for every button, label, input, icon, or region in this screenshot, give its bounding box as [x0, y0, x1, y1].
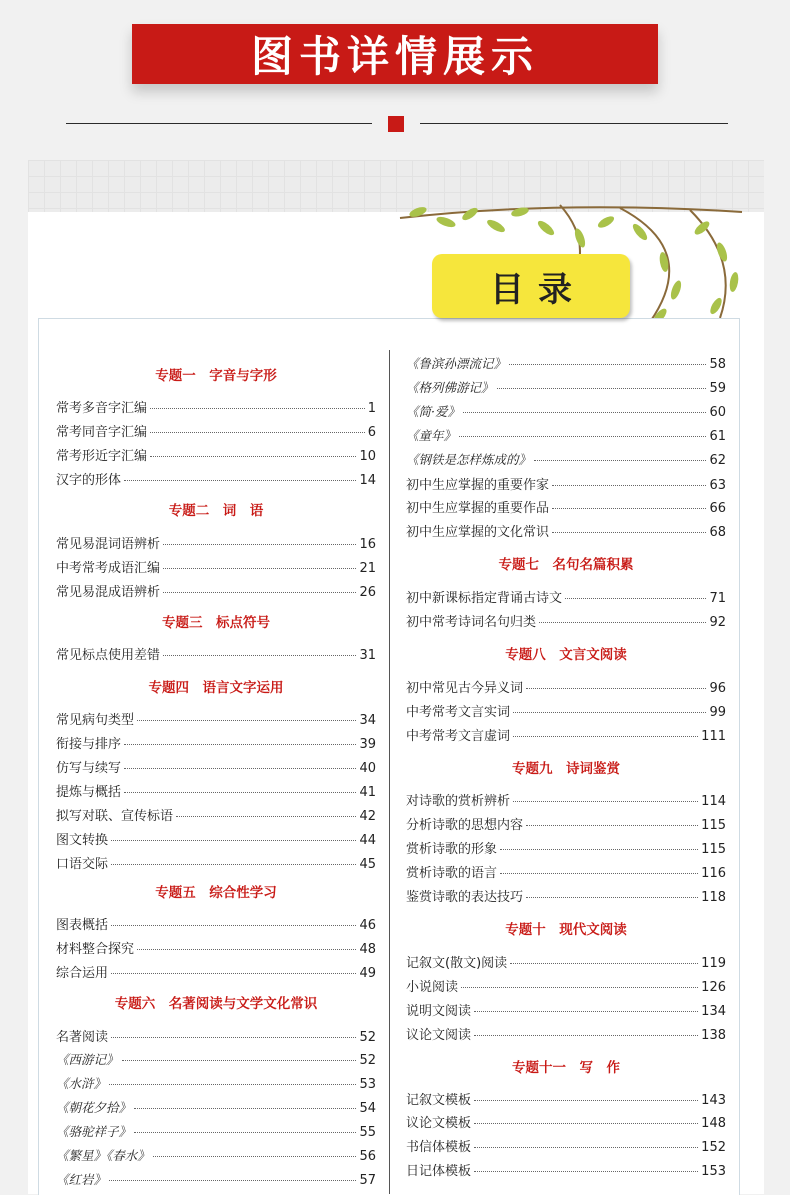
toc-entry-title: 中考常考文言虚词	[406, 729, 511, 744]
toc-entry-title: 拟写对联、宣传标语	[56, 809, 174, 824]
toc-entry	[406, 402, 726, 420]
toc-entry	[406, 814, 726, 833]
toc-entry	[56, 938, 376, 957]
dot-leader	[565, 598, 706, 599]
dot-leader	[109, 1084, 356, 1085]
toc-entry	[56, 781, 376, 800]
toc-entry-title: 《简·爱》	[406, 404, 460, 419]
section-heading: 专题六 名著阅读与文学文化常识	[114, 996, 318, 1012]
toc-entry	[56, 557, 376, 576]
toc-entry	[56, 914, 376, 933]
toc-entry	[56, 829, 376, 848]
toc-entry-title: 《朝花夕拾》	[56, 1100, 132, 1115]
toc-entry-page: 54	[359, 1101, 376, 1116]
section-heading: 专题九 诗词鉴赏	[512, 761, 620, 777]
dot-leader	[463, 412, 706, 413]
toc-entry-title: 《童年》	[406, 428, 457, 443]
toc-entry	[406, 790, 726, 809]
toc-entry	[406, 611, 726, 630]
toc-entry	[56, 1146, 376, 1164]
toc-entry-page: 114	[701, 794, 726, 809]
toc-entry	[406, 1112, 726, 1131]
dot-leader	[150, 456, 356, 457]
dot-leader	[163, 655, 356, 656]
toc-entry-page: 59	[709, 381, 726, 396]
toc-entry-title: 鉴赏诗歌的表达技巧	[406, 890, 524, 905]
toc-entry-page: 53	[359, 1077, 376, 1092]
dot-leader	[474, 1100, 698, 1101]
toc-entry-page: 52	[359, 1053, 376, 1068]
toc-entry-title: 《红岩》	[56, 1172, 107, 1187]
toc-entry	[406, 701, 726, 720]
toc-entry-page: 55	[359, 1125, 376, 1140]
dot-leader	[526, 825, 698, 826]
toc-entry-page: 99	[709, 705, 726, 720]
dot-leader	[150, 408, 365, 409]
dot-leader	[134, 1132, 356, 1133]
dot-leader	[109, 1180, 356, 1181]
toc-entry-page: 118	[701, 890, 726, 905]
toc-entry-title: 日记体模板	[406, 1164, 472, 1179]
dot-leader	[459, 436, 706, 437]
toc-entry	[56, 1122, 376, 1140]
toc-entry-page: 119	[701, 956, 726, 971]
toc-entry	[406, 426, 726, 444]
dot-leader	[163, 592, 356, 593]
toc-entry	[406, 976, 726, 995]
toc-entry-title: 《钢铁是怎样炼成的》	[406, 452, 532, 467]
dot-leader	[124, 768, 356, 769]
toc-entry	[56, 397, 376, 416]
dot-leader	[163, 544, 356, 545]
toc-entry-title: 小说阅读	[406, 980, 459, 995]
willow-vine-decoration	[0, 0, 790, 340]
dot-leader	[526, 897, 698, 898]
toc-entry	[406, 474, 726, 493]
toc-entry-title: 名著阅读	[56, 1030, 109, 1045]
toc-entry-title: 赏析诗歌的形象	[406, 842, 498, 857]
toc-entry-page: 63	[709, 478, 726, 493]
toc-entry-page: 126	[701, 980, 726, 995]
toc-entry	[406, 521, 726, 540]
section-heading: 专题八 文言文阅读	[505, 647, 627, 663]
dot-leader	[122, 1060, 357, 1061]
toc-entry-page: 116	[701, 866, 726, 881]
toc-left-column	[56, 340, 376, 1188]
toc-entry-page: 52	[359, 1030, 376, 1045]
toc-entry-page: 111	[701, 729, 726, 744]
toc-entry-page: 152	[701, 1140, 726, 1155]
toc-entry	[406, 886, 726, 905]
toc-entry	[56, 421, 376, 440]
dot-leader	[552, 532, 706, 533]
toc-entry-page: 48	[359, 942, 376, 957]
section-heading: 专题十一 写 作	[512, 1060, 620, 1076]
toc-entry	[406, 378, 726, 396]
toc-entry-title: 常见标点使用差错	[56, 648, 161, 663]
toc-entry-title: 议论文模板	[406, 1116, 472, 1131]
toc-entry-page: 58	[709, 357, 726, 372]
dot-leader	[111, 1037, 356, 1038]
toc-entry	[56, 1050, 376, 1068]
dot-leader	[153, 1156, 357, 1157]
toc-entry-page: 10	[359, 449, 376, 464]
toc-entry-title: 书信体模板	[406, 1140, 472, 1155]
toc-entry-title: 《水浒》	[56, 1076, 107, 1091]
toc-entry-page: 34	[359, 713, 376, 728]
toc-entry-page: 143	[701, 1093, 726, 1108]
dot-leader	[137, 949, 356, 950]
toc-entry-title: 议论文阅读	[406, 1028, 472, 1043]
toc-entry-title: 图表概括	[56, 918, 109, 933]
dot-leader	[176, 816, 356, 817]
toc-entry-title: 中考常考成语汇编	[56, 561, 161, 576]
section-heading: 专题一 字音与字形	[155, 368, 277, 384]
dot-leader	[474, 1147, 698, 1148]
dot-leader	[474, 1171, 698, 1172]
column-divider	[389, 350, 390, 1194]
toc-entry-page: 21	[359, 561, 376, 576]
toc-entry-page: 115	[701, 842, 726, 857]
dot-leader	[552, 485, 706, 486]
dot-leader	[111, 925, 356, 926]
toc-entry-page: 42	[359, 809, 376, 824]
toc-entry-page: 1	[367, 401, 376, 416]
toc-entry-page: 153	[701, 1164, 726, 1179]
toc-entry-page: 92	[709, 615, 726, 630]
toc-entry-page: 41	[359, 785, 376, 800]
toc-entry-title: 常见易混词语辨析	[56, 537, 161, 552]
toc-entry	[406, 725, 726, 744]
dot-leader	[150, 432, 365, 433]
toc-entry-title: 对诗歌的赏析辨析	[406, 794, 511, 809]
dot-leader	[124, 792, 356, 793]
dot-leader	[539, 622, 706, 623]
toc-entry	[406, 1160, 726, 1179]
toc-entry	[56, 533, 376, 552]
toc-entry	[406, 1089, 726, 1108]
dot-leader	[513, 736, 698, 737]
toc-entry-title: 记叙文(散文)阅读	[406, 956, 508, 971]
toc-entry-title: 初中生应掌握的文化常识	[406, 525, 550, 540]
dot-leader	[500, 849, 698, 850]
dot-leader	[163, 568, 356, 569]
toc-entry	[56, 1026, 376, 1045]
toc-entry	[406, 354, 726, 372]
toc-entry-page: 138	[701, 1028, 726, 1043]
toc-entry-title: 常考多音字汇编	[56, 401, 148, 416]
toc-entry-title: 常见病句类型	[56, 713, 135, 728]
toc-entry-page: 71	[709, 591, 726, 606]
toc-entry-title: 记叙文模板	[406, 1093, 472, 1108]
dot-leader	[111, 864, 356, 865]
dot-leader	[474, 1035, 698, 1036]
toc-entry-page: 66	[709, 501, 726, 516]
toc-entry-page: 62	[709, 453, 726, 468]
toc-entry-page: 148	[701, 1116, 726, 1131]
toc-entry	[406, 587, 726, 606]
toc-entry-title: 初中新课标指定背诵古诗文	[406, 591, 563, 606]
dot-leader	[552, 508, 706, 509]
toc-entry-title: 分析诗歌的思想内容	[406, 818, 524, 833]
toc-entry	[56, 581, 376, 600]
toc-entry	[56, 445, 376, 464]
toc-entry	[406, 497, 726, 516]
toc-entry-title: 初中常考诗词名句归类	[406, 615, 537, 630]
toc-entry	[406, 952, 726, 971]
toc-entry	[406, 450, 726, 468]
toc-entry-title: 《繁星》《春水》	[56, 1148, 150, 1163]
dot-leader	[474, 1011, 698, 1012]
toc-title-box	[432, 254, 630, 318]
toc-entry-page: 45	[359, 857, 376, 872]
toc-entry-page: 16	[359, 537, 376, 552]
toc-entry-title: 赏析诗歌的语言	[406, 866, 498, 881]
toc-entry-title: 口语交际	[56, 857, 109, 872]
toc-entry	[406, 862, 726, 881]
dot-leader	[510, 963, 698, 964]
toc-entry	[56, 709, 376, 728]
toc-entry-page: 44	[359, 833, 376, 848]
toc-entry-title: 图文转换	[56, 833, 109, 848]
toc-entry	[56, 757, 376, 776]
dot-leader	[500, 873, 698, 874]
dot-leader	[137, 720, 356, 721]
section-heading: 专题十 现代文阅读	[505, 922, 627, 938]
banner-title: 图书详情展示	[250, 32, 539, 81]
toc-entry-title: 初中常见古今异义词	[406, 681, 524, 696]
toc-entry-page: 40	[359, 761, 376, 776]
toc-entry-title: 常见易混成语辨析	[56, 585, 161, 600]
toc-entry-page: 31	[359, 648, 376, 663]
toc-entry	[406, 677, 726, 696]
toc-entry-title: 汉字的形体	[56, 473, 122, 488]
toc-entry-title: 衔接与排序	[56, 737, 122, 752]
toc-entry-page: 115	[701, 818, 726, 833]
toc-entry	[56, 805, 376, 824]
toc-entry	[56, 1098, 376, 1116]
dot-leader	[534, 460, 706, 461]
toc-entry-title: 材料整合探究	[56, 942, 135, 957]
toc-entry-page: 49	[359, 966, 376, 981]
toc-entry-page: 57	[359, 1173, 376, 1188]
toc-title: 目录	[490, 269, 586, 310]
toc-entry-title: 仿写与续写	[56, 761, 122, 776]
toc-entry	[406, 1136, 726, 1155]
toc-entry-page: 14	[359, 473, 376, 488]
toc-entry-title: 提炼与概括	[56, 785, 122, 800]
toc-entry-page: 26	[359, 585, 376, 600]
dot-leader	[461, 987, 698, 988]
toc-entry	[406, 1024, 726, 1043]
toc-entry-title: 《格列佛游记》	[406, 380, 494, 395]
toc-entry	[56, 962, 376, 981]
section-heading: 专题四 语言文字运用	[148, 680, 284, 696]
toc-entry-title: 《鲁滨孙漂流记》	[406, 356, 507, 371]
toc-entry-title: 说明文阅读	[406, 1004, 472, 1019]
toc-entry	[56, 469, 376, 488]
dot-leader	[509, 364, 706, 365]
toc-entry-page: 60	[709, 405, 726, 420]
dot-leader	[474, 1123, 698, 1124]
dot-leader	[111, 973, 356, 974]
toc-entry-title: 中考常考文言实词	[406, 705, 511, 720]
toc-right-column	[406, 340, 726, 1180]
toc-entry-page: 39	[359, 737, 376, 752]
dot-leader	[513, 801, 698, 802]
toc-entry-page: 134	[701, 1004, 726, 1019]
toc-entry-title: 《骆驼祥子》	[56, 1124, 132, 1139]
section-heading: 专题二 词 语	[168, 503, 264, 519]
dot-leader	[497, 388, 707, 389]
toc-entry	[56, 733, 376, 752]
section-heading: 专题三 标点符号	[162, 615, 270, 631]
toc-entry-page: 46	[359, 918, 376, 933]
toc-entry-page: 96	[709, 681, 726, 696]
dot-leader	[513, 712, 706, 713]
toc-entry	[56, 853, 376, 872]
toc-entry-title: 综合运用	[56, 966, 109, 981]
toc-entry-title: 常考同音字汇编	[56, 425, 148, 440]
dot-leader	[526, 688, 706, 689]
toc-entry-title: 初中生应掌握的重要作家	[406, 478, 550, 493]
toc-entry-page: 61	[709, 429, 726, 444]
toc-entry-title: 《西游记》	[56, 1052, 119, 1067]
toc-entry	[406, 838, 726, 857]
toc-entry-page: 68	[709, 525, 726, 540]
section-heading: 专题七 名句名篇积累	[498, 557, 634, 573]
toc-entry	[56, 1170, 376, 1188]
toc-entry-title: 常考形近字汇编	[56, 449, 148, 464]
dot-leader	[124, 744, 356, 745]
dot-leader	[111, 840, 356, 841]
section-heading: 专题五 综合性学习	[155, 885, 277, 901]
toc-entry-page: 6	[367, 425, 376, 440]
dot-leader	[124, 480, 356, 481]
toc-entry	[56, 644, 376, 663]
toc-entry	[56, 1074, 376, 1092]
toc-entry-title: 初中生应掌握的重要作品	[406, 501, 550, 516]
toc-entry-page: 56	[359, 1149, 376, 1164]
dot-leader	[134, 1108, 356, 1109]
toc-entry	[406, 1000, 726, 1019]
